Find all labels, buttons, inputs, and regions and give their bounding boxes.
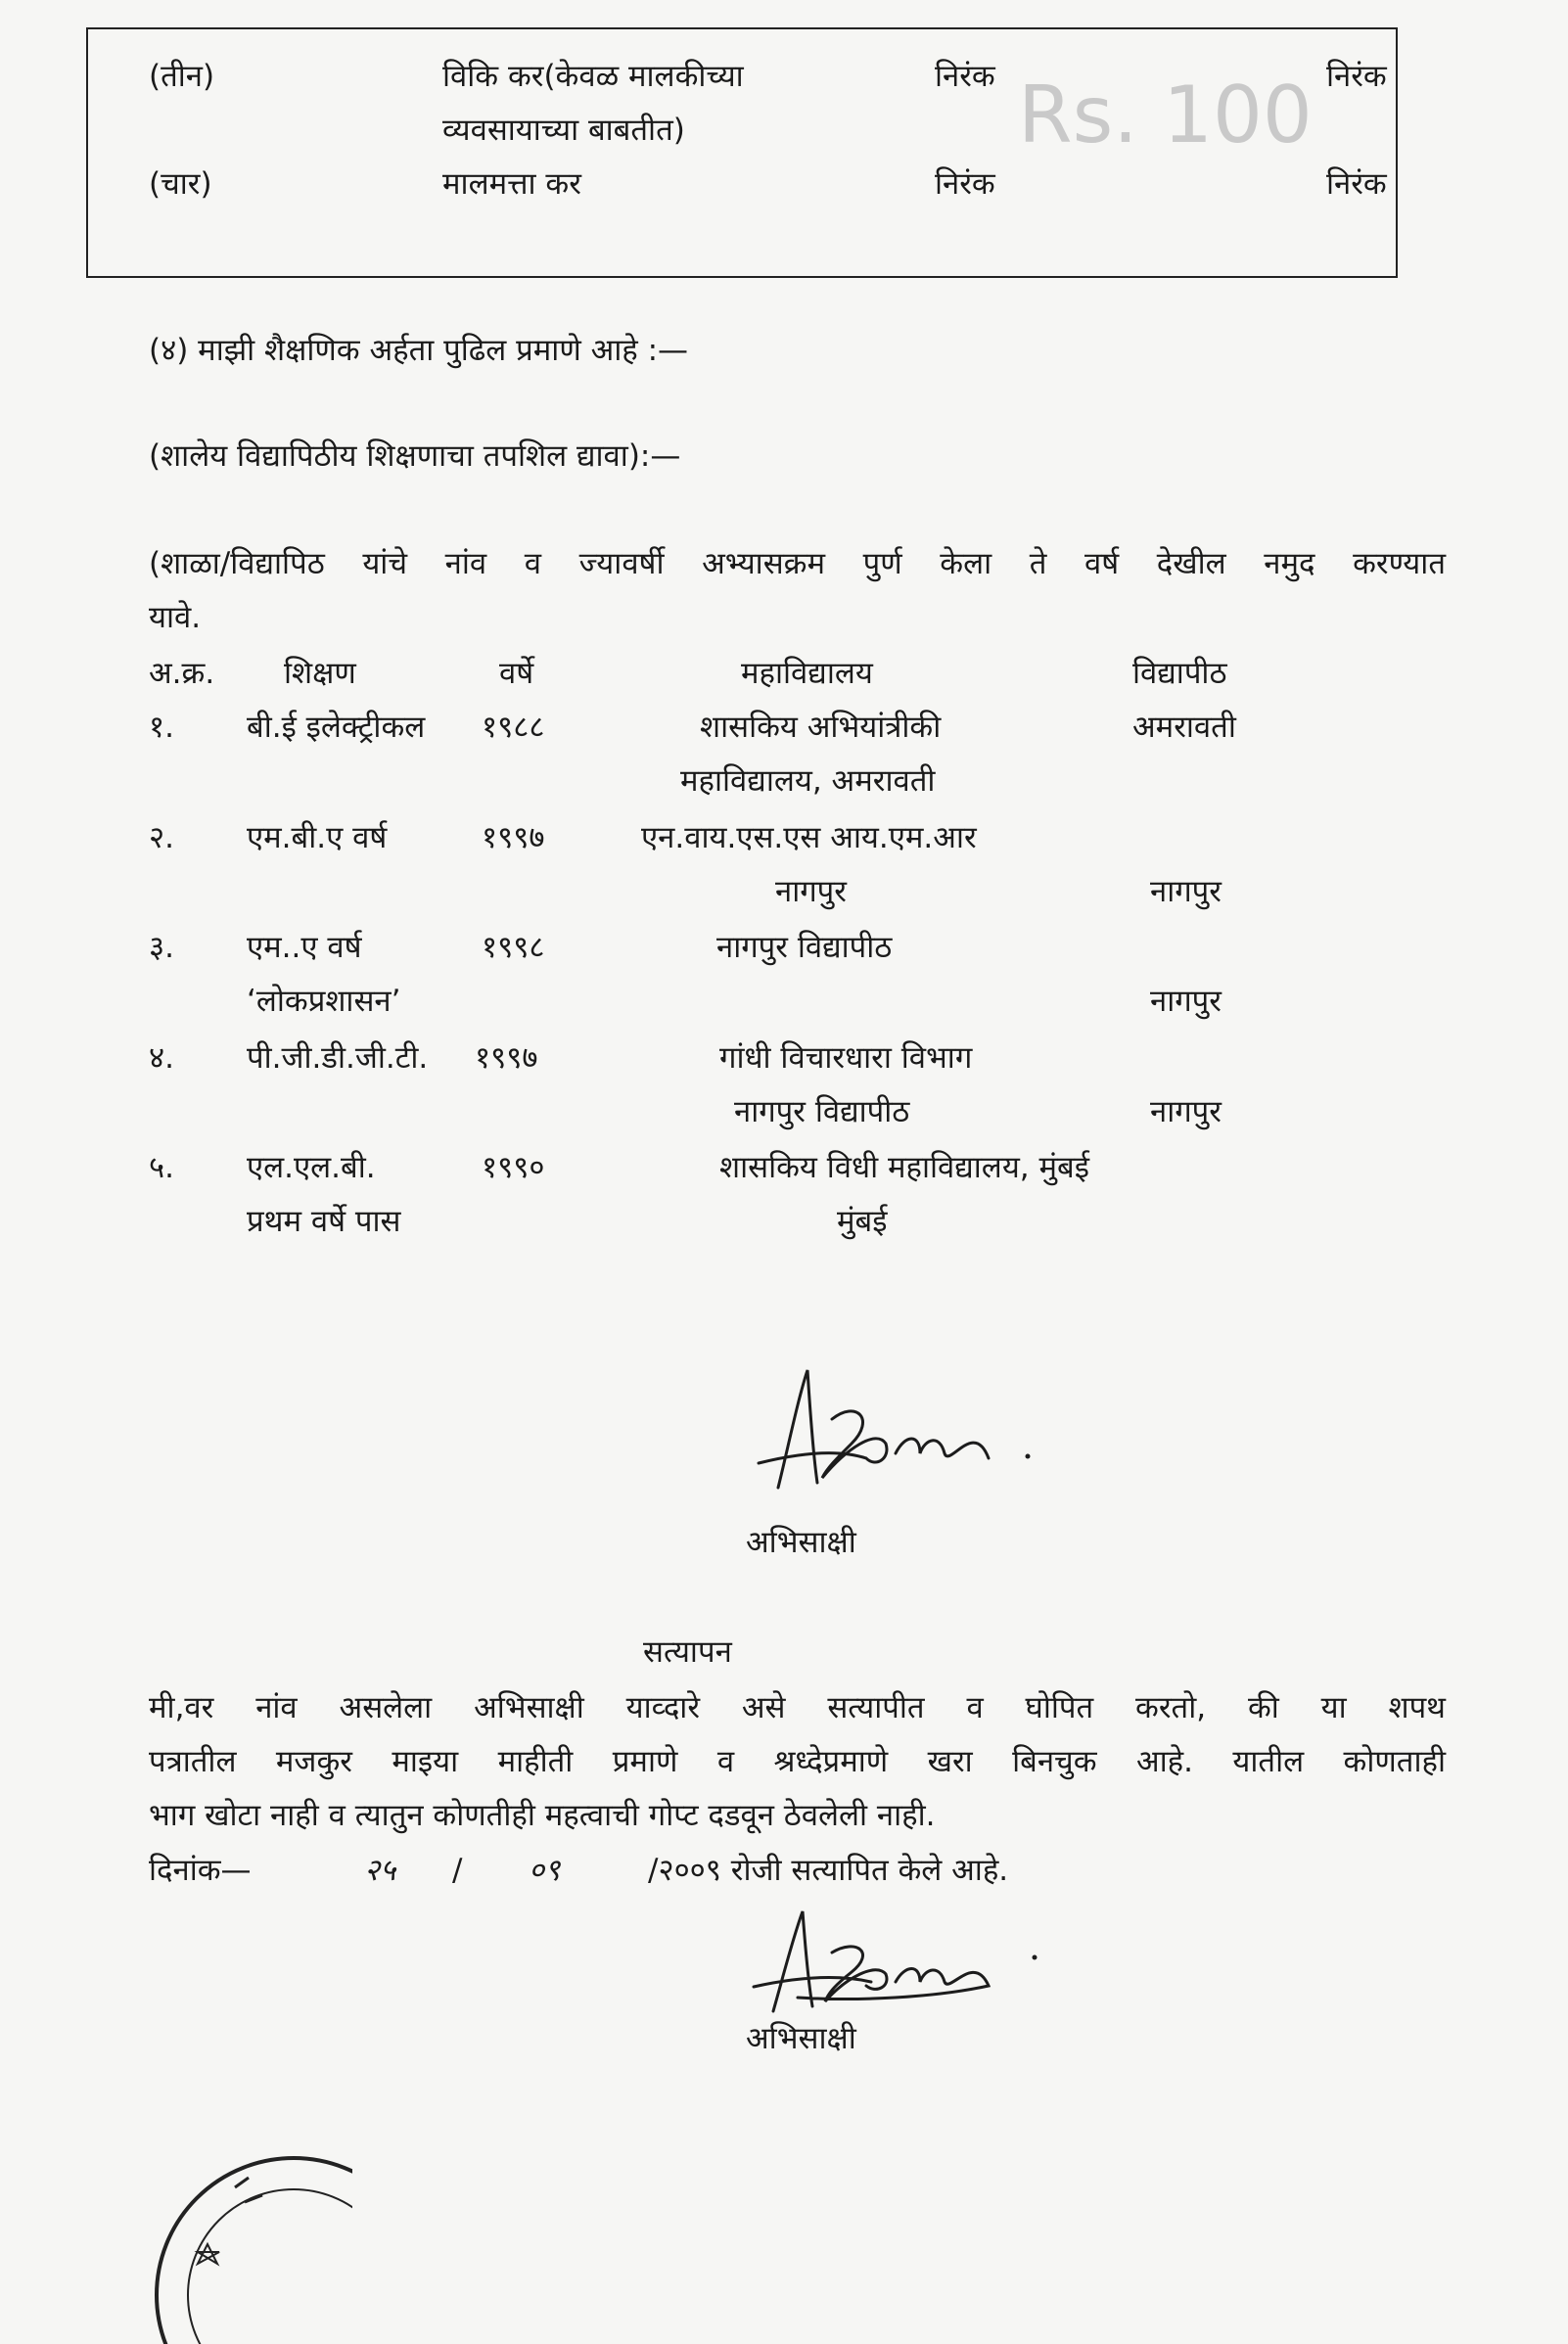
- edu-row-3-sr: ३.: [149, 930, 174, 965]
- section4-subheading: (शालेय विद्यापिठीय शिक्षणाचा तपशिल द्यावा):—: [149, 438, 681, 474]
- edu-row-5-year: १९९०: [482, 1150, 545, 1185]
- section4-instruction-cont: यावे.: [149, 600, 202, 635]
- tax-row-3-no: (तीन): [149, 59, 215, 94]
- tax-row-4-val2: निरंक: [1326, 166, 1387, 202]
- edu-row-4-university: नागपुर: [1150, 1094, 1222, 1129]
- deponent-signature-2: [739, 1904, 1062, 2021]
- edu-row-1-year: १९८८: [482, 710, 545, 745]
- tax-row-3-val1: निरंक: [935, 59, 995, 94]
- edu-row-5-college-cont: मुंबई: [837, 1204, 888, 1239]
- tax-row-3-item-cont: व्यवसायाच्या बाबतीत): [442, 113, 685, 148]
- edu-row-5-education-cont: प्रथम वर्षे पास: [247, 1204, 401, 1239]
- edu-row-1-college: शासकिय अभियांत्रीकी: [700, 710, 942, 745]
- edu-row-4-year: १९९७: [475, 1040, 538, 1076]
- edu-header-college: महाविद्यालय: [741, 656, 873, 691]
- edu-row-4-college-cont: नागपुर विद्यापीठ: [734, 1094, 910, 1129]
- edu-row-2-university: नागपुर: [1150, 874, 1222, 909]
- date-label: दिनांक—: [149, 1853, 252, 1888]
- verification-line-3: भाग खोटा नाही व त्यातुन कोणतीही महत्वाची गोप्ट दडवून ठेवलेली नाही.: [149, 1798, 936, 1833]
- edu-header-year: वर्षे: [499, 656, 534, 691]
- edu-row-5-college: शासकिय विधी महाविद्यालय, मुंबई: [719, 1150, 1089, 1185]
- edu-row-3-year: १९९८: [482, 930, 545, 965]
- tax-row-3-item: विकि कर(केवळ मालकीच्या: [442, 59, 744, 94]
- edu-row-5-sr: ५.: [149, 1150, 174, 1185]
- edu-row-1-sr: १.: [149, 710, 174, 745]
- tax-row-3-val2: निरंक: [1326, 59, 1387, 94]
- deponent-label-2: अभिसाक्षी: [746, 2021, 856, 2056]
- edu-row-4-education: पी.जी.डी.जी.टी.: [247, 1040, 429, 1076]
- edu-row-3-education: एम..ए वर्ष: [247, 930, 362, 965]
- edu-header-university: विद्यापीठ: [1132, 656, 1227, 691]
- edu-row-1-education: बी.ई इलेक्ट्रीकल: [247, 710, 426, 745]
- edu-row-2-year: १९९७: [482, 820, 545, 855]
- edu-header-sr: अ.क्र.: [149, 656, 215, 691]
- edu-row-2-sr: २.: [149, 820, 174, 855]
- section4-heading: (४) माझी शैक्षणिक अर्हता पुढिल प्रमाणे आहे :—: [149, 333, 689, 368]
- date-month: ०९: [529, 1853, 561, 1888]
- edu-row-4-sr: ४.: [149, 1040, 174, 1076]
- edu-header-education: शिक्षण: [284, 656, 356, 691]
- date-year-text: /२००९ रोजी सत्यापित केले आहे.: [648, 1853, 1009, 1888]
- edu-row-5-education: एल.एल.बी.: [247, 1150, 376, 1185]
- notary-seal: [147, 2148, 352, 2344]
- tax-row-4-item: मालमत्ता कर: [442, 166, 581, 202]
- edu-row-2-college-cont: नागपुर: [775, 874, 847, 909]
- edu-row-2-education: एम.बी.ए वर्ष: [247, 820, 388, 855]
- edu-row-3-college: नागपुर विद्यापीठ: [716, 930, 893, 965]
- background-watermark: Rs. 100: [1018, 69, 1313, 161]
- verification-title: सत्यापन: [643, 1634, 732, 1670]
- edu-row-1-college-cont: महाविद्यालय, अमरावती: [680, 763, 936, 799]
- date-separator: /: [452, 1853, 463, 1888]
- tax-row-4-no: (चार): [149, 166, 212, 202]
- date-day: २५: [364, 1853, 396, 1888]
- deponent-label-1: अभिसाक्षी: [746, 1525, 856, 1560]
- tax-row-4-val1: निरंक: [935, 166, 995, 202]
- edu-row-2-college: एन.वाय.एस.एस आय.एम.आर: [641, 820, 977, 855]
- edu-row-1-university: अमरावती: [1132, 710, 1236, 745]
- edu-row-4-college: गांधी विचारधारा विभाग: [719, 1040, 973, 1076]
- verification-line-1: मी,वर नांव असलेला अभिसाक्षी याव्दारे असे सत्यापीत व घोपित करतो, की या शपथ: [149, 1690, 1446, 1725]
- edu-row-3-university: नागपुर: [1150, 984, 1222, 1019]
- deponent-signature-1: [739, 1360, 1052, 1507]
- edu-row-3-education-cont: ‘लोकप्रशासन’: [247, 984, 401, 1019]
- section4-instruction: (शाळा/विद्यापिठ यांचे नांव व ज्यावर्षी अभ्यासक्रम पुर्ण केला ते वर्ष देखील नमुद करण्यात: [149, 546, 1446, 581]
- verification-line-2: पत्रातील मजकुर माइया माहीती प्रमाणे व श्रध्देप्रमाणे खरा बिनचुक आहे. यातील कोणताही: [149, 1744, 1446, 1779]
